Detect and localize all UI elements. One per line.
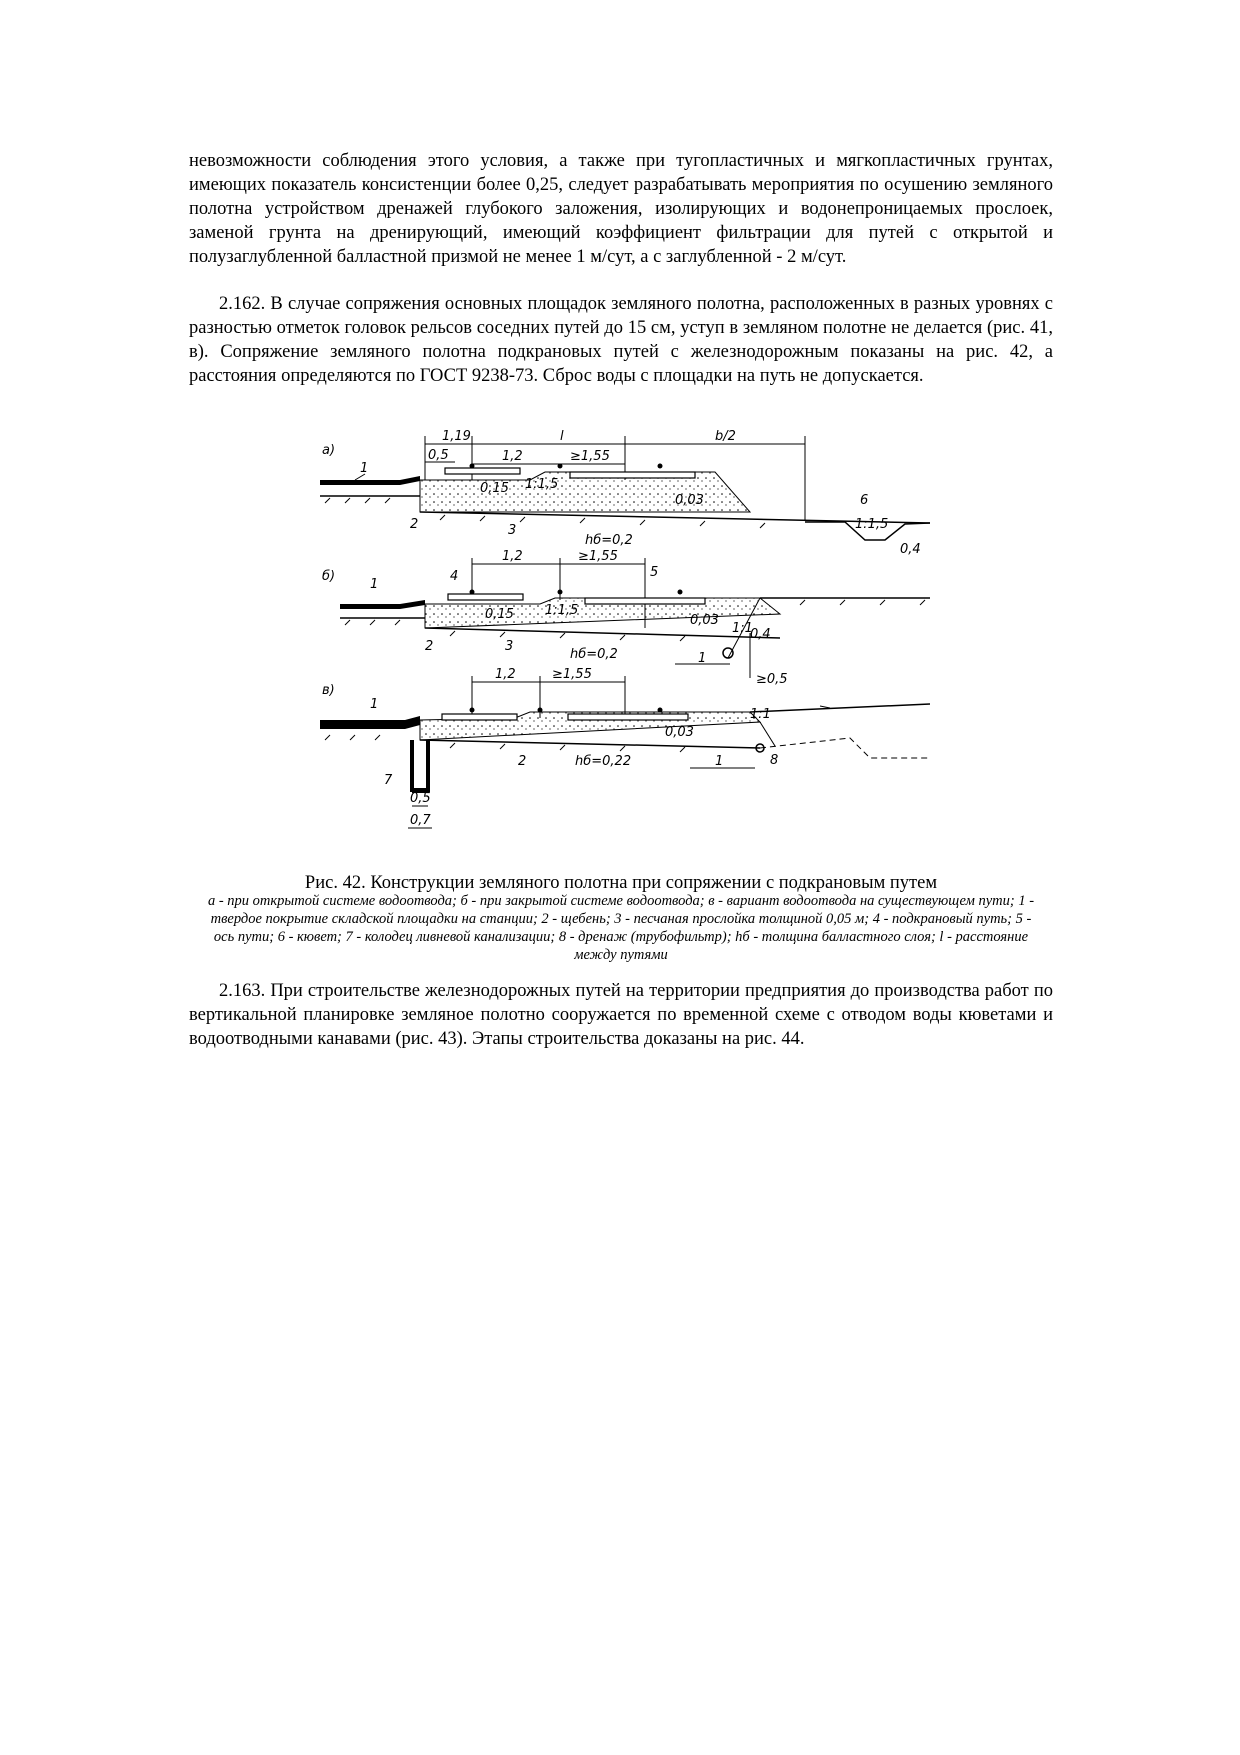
label-a-d6: ≥1,55: [570, 449, 610, 464]
label-b-one: 1: [698, 651, 707, 666]
label-c-w1: 0,5: [410, 791, 431, 806]
section-a: [320, 429, 930, 557]
label-a-n3: 3: [508, 523, 517, 538]
label-c-n2: 2: [518, 754, 527, 769]
label-a-d1: 1,19: [442, 429, 471, 444]
label-a-ditch-slope: 1:1,5: [855, 517, 889, 532]
paragraph-2-163: 2.163. При строительстве железнодорожных путей на территории предприятия до производства работ по вертикальной планировке земляное полотно сооружается по временной схеме с отводом воды кюветами и водоотводными канавами (рис. 43). Этапы строительства доказаны на рис. 44.: [189, 981, 1053, 1049]
label-c-one: 1: [715, 754, 724, 769]
label-a-n1: 1: [360, 461, 369, 476]
label-b-grade: 0,03: [690, 613, 719, 628]
label-b-n3: 3: [505, 639, 514, 654]
figure-42-diagram: [320, 428, 930, 838]
label-c-slope2: 1:1: [750, 707, 771, 722]
label-c-n8: 8: [770, 753, 779, 768]
label-b-depth: ≥0,5: [756, 672, 788, 687]
label-b-t1: 0,15: [485, 607, 514, 622]
label-a-t1: 0,15: [480, 481, 509, 496]
label-c-n7: 7: [384, 773, 393, 788]
label-a-grade: 0,03: [675, 493, 704, 508]
label-a-d2: l: [560, 429, 564, 444]
section-c: [320, 667, 930, 828]
label-c-grade: 0,03: [665, 725, 694, 740]
paragraph-2-162: 2.162. В случае сопряжения основных площадок земляного полотна, расположенных в разных уровнях с разностью отметок головок рельсов соседних путей до 15 см, уступ в земляном полотне не делается (рис. 41, в). Сопряжение земляного полотна подкрановых путей с железнодорожным показаны на рис. 42, а расстояния определяются по ГОСТ 9238-73. Сброс воды с площадки на путь не допускается.: [189, 294, 1053, 386]
figure-caption-legend: а - при открытой системе водоотвода; б - при закрытой системе водоотвода; в - вариант водоотвода на существующем пути; 1 - твердое покрытие складской площадки на станции; 2 - щебень; 3 - песчаная прослойка толщиной 0,05 м; 4 - подкрановый путь; 5 - ось пути; 6 - кювет; 7 - колодец ливневой канализации; 8 - дренаж (трубофильтр); hб - толщина балластного слоя; l - расстояние между путями: [207, 893, 1035, 963]
label-b-slope2: 1:1: [732, 621, 753, 636]
label-a-ditch-width: 0,4: [900, 542, 921, 557]
label-a-n6: 6: [860, 493, 869, 508]
label-a-d3: b/2: [715, 429, 736, 444]
label-b-slope: 1:1,5: [545, 603, 579, 618]
label-c-d6: ≥1,55: [552, 667, 592, 682]
label-b-n5: 5: [650, 565, 659, 580]
label-a-slope: 1:1,5: [525, 477, 559, 492]
paragraph-continuation: невозможности соблюдения этого условия, а также при тугопластичных и мягкопластичных грунтах, имеющих показатель консистенции более 0,25, следует разрабатывать мероприятия по осушению земляного полотна устройством дренажей глубокого заложения, изолирующих и водонепроницаемых прослоек, заменой грунта на дренирующий, имеющий коэффициент фильтрации для путей с открытой и полузаглубленной балластной призмой не менее 1 м/сут, а с заглубленной - 2 м/сут.: [189, 151, 1053, 267]
label-a-d4: 0,5: [428, 448, 449, 463]
label-b-n2: 2: [425, 639, 434, 654]
label-b-tag: б): [322, 569, 336, 584]
label-a-hb: hб=0,2: [585, 533, 633, 548]
section-b: [322, 549, 930, 687]
label-b-n4: 4: [450, 569, 459, 584]
label-a-d5: 1,2: [502, 449, 523, 464]
label-c-w2: 0,7: [410, 813, 431, 828]
label-a-tag: а): [322, 443, 336, 458]
label-b-dim: 0,4: [750, 627, 771, 642]
label-b-n1: 1: [370, 577, 379, 592]
label-b-d5: 1,2: [502, 549, 523, 564]
label-c-n1: 1: [370, 697, 379, 712]
label-a-n2: 2: [410, 517, 419, 532]
label-b-hb: hб=0,2: [570, 647, 618, 662]
label-c-hb: hб=0,22: [575, 754, 632, 769]
figure-caption-title: Рис. 42. Конструкции земляного полотна при сопряжении с подкрановым путем: [304, 873, 938, 893]
label-c-tag: в): [322, 683, 335, 698]
label-b-d6: ≥1,55: [578, 549, 618, 564]
label-c-d5: 1,2: [495, 667, 516, 682]
